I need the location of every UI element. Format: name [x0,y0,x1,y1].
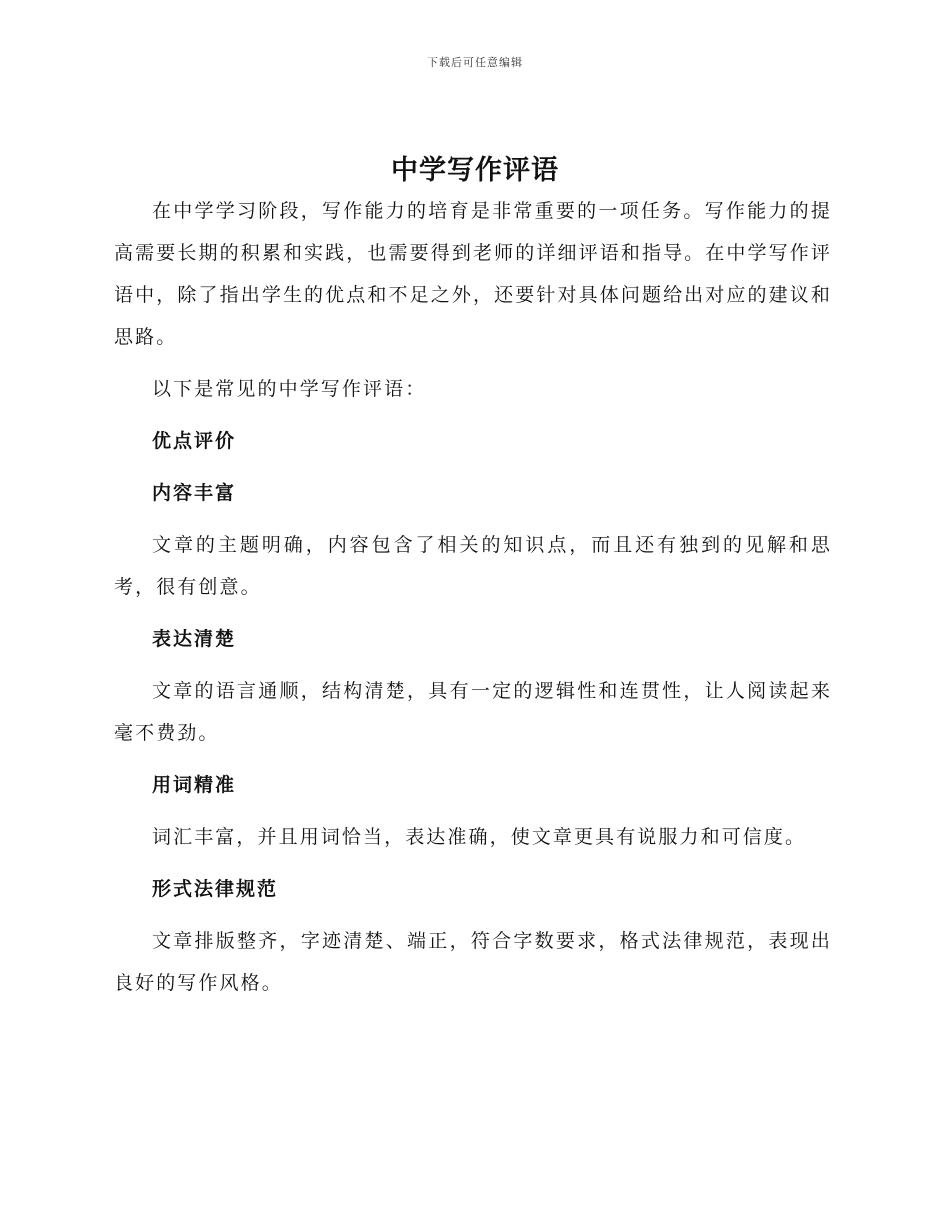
lead-paragraph: 以下是常见的中学写作评语： [152,378,427,400]
item-text-expression: 文章的语言通顺，结构清楚，具有一定的逻辑性和连贯性，让人阅读起来毫不费劲。 [114,680,832,744]
item-text-content: 文章的主题明确，内容包含了相关的知识点，而且还有独到的见解和思考，很有创意。 [114,534,832,598]
item-text-format: 文章排版整齐，字迹清楚、端正，符合字数要求，格式法律规范，表现出良好的写作风格。 [114,930,832,994]
item-heading-wording: 用词精准 [152,774,237,796]
document-body [114,190,832,1004]
item-heading-expression: 表达清楚 [152,628,237,650]
page-title: 中学写作评语 [391,155,559,186]
item-heading-format: 形式法律规范 [152,878,279,900]
section-heading: 优点评价 [152,430,237,452]
item-text-wording: 词汇丰富，并且用词恰当，表达准确，使文章更具有说服力和可信度。 [152,826,807,848]
intro-paragraph: 在中学学习阶段，写作能力的培育是非常重要的一项任务。写作能力的提高需要长期的积累和实践，也需要得到老师的详细评语和指导。在中学写作评语中，除了指出学生的优点和不足之外，还要针对具体问题给出对应的建议和思路。 [114,200,832,348]
item-heading-content: 内容丰富 [152,482,237,504]
header-note: 下载后可任意编辑 [427,56,523,69]
